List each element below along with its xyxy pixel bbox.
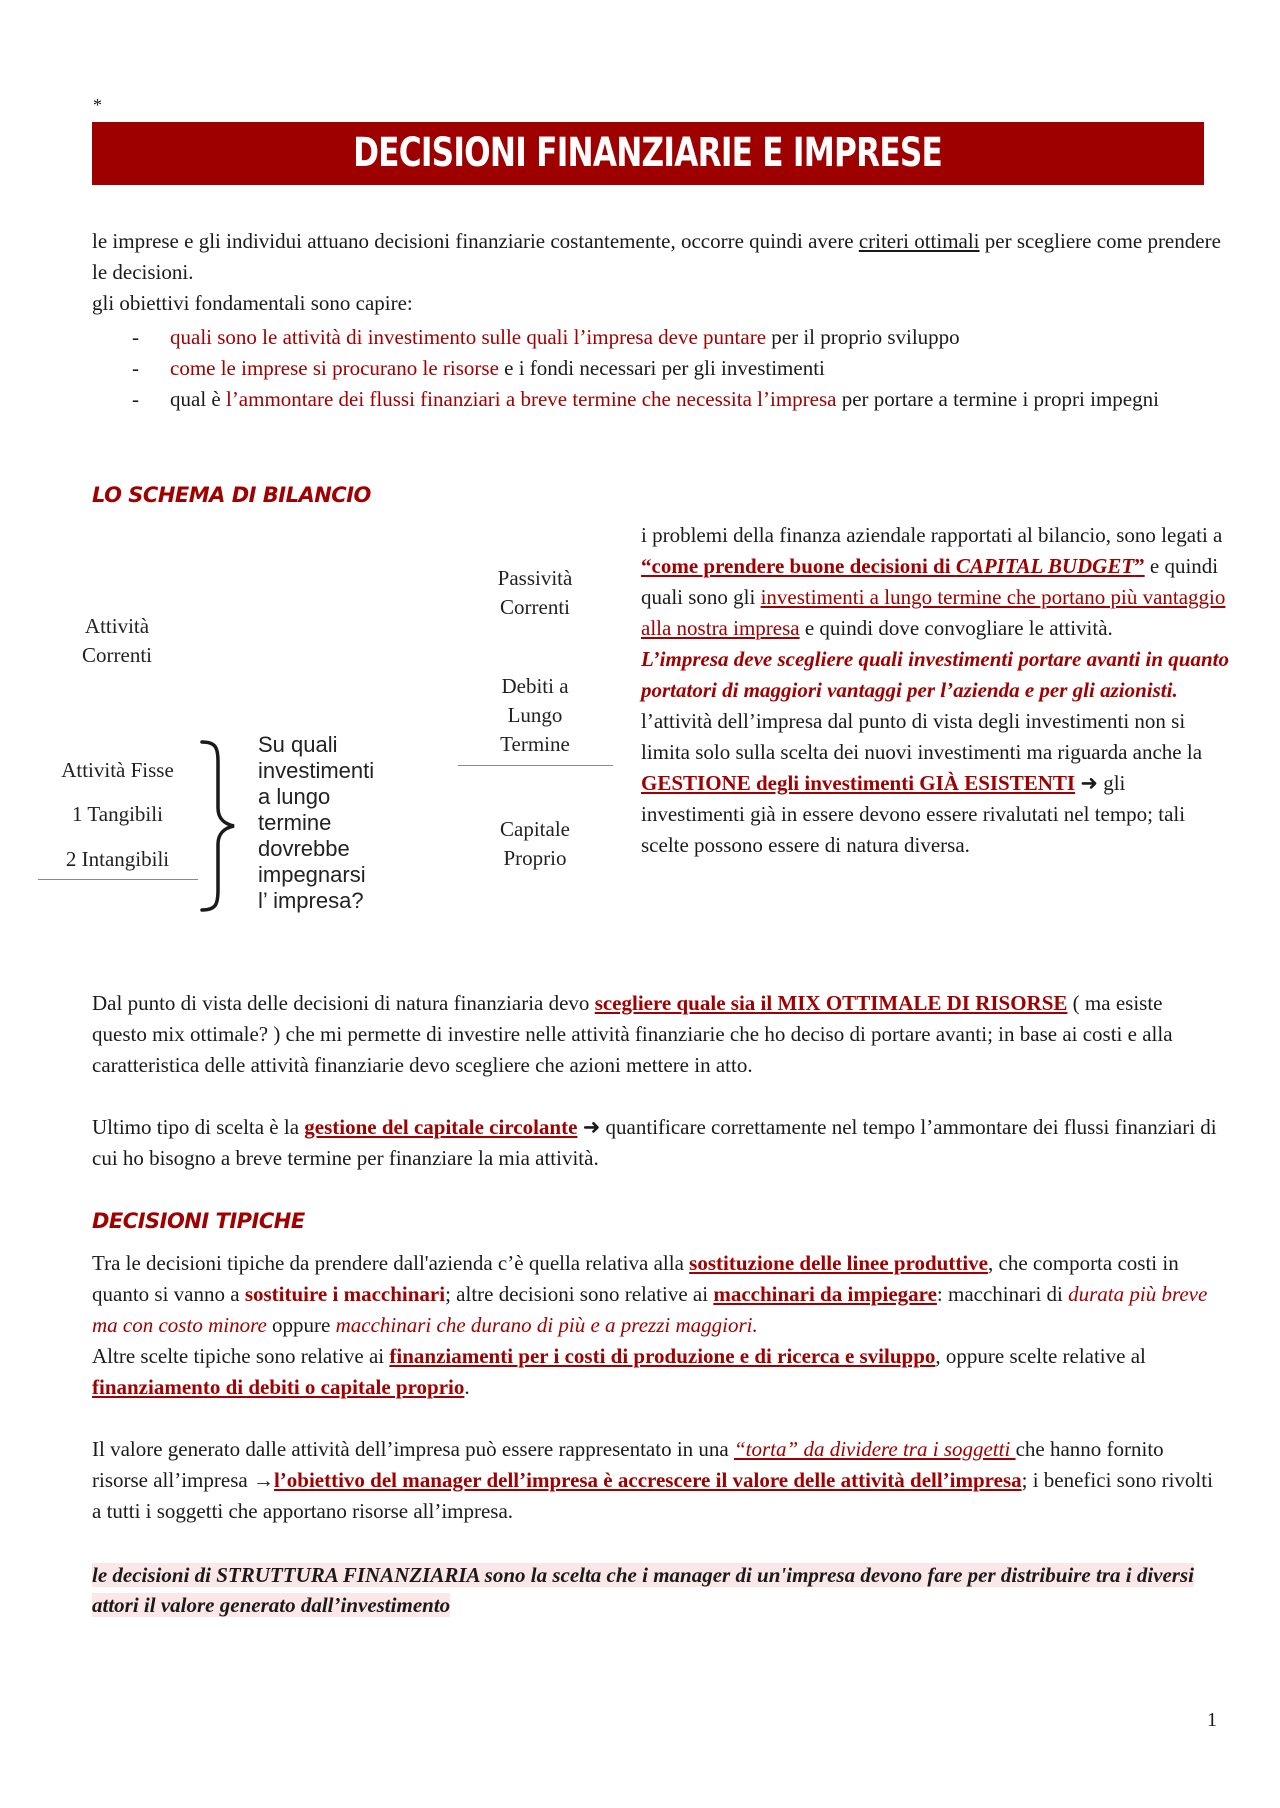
diagram-question: Su quali investimenti a lungo termine dovrebbe impegnarsi l’ impresa? bbox=[258, 732, 375, 913]
diagram-capitale-proprio: Capitale Proprio bbox=[500, 817, 570, 870]
curly-brace-icon bbox=[196, 738, 242, 914]
page-title: DECISIONI FINANZIARIE E IMPRESE bbox=[353, 130, 943, 176]
decisioni-tipiche-paragraph: Tra le decisioni tipiche da prendere dall'azienda c’è quella relativa alla sostituzione delle linee produttive, che comporta costi in quanto si vanno a sostituire i macchinari; altre decisioni sono relative ai macchinari da impiegare: macchinari di durata più breve ma con costo minore oppure macchinari che durano di più e a prezzi maggiori. Altre scelte tipiche sono relative ai finanziamenti per i costi di produzione e di ricerca e sviluppo, oppure scelte relative al finanziamento di debiti o capitale proprio. bbox=[92, 1251, 1208, 1399]
valore-paragraph: Il valore generato dalle attività dell’impresa può essere rappresentato in una “torta” da dividere tra i soggetti che hanno fornito risorse all’impresa →l’obiettivo del manager dell’impresa è accrescere il valore delle attività dell’impresa; i benefici sono rivolti a tutti i soggetti che apportano risorse all’impresa. bbox=[92, 1437, 1213, 1523]
section-heading-bilancio: LO SCHEMA DI BILANCIO bbox=[92, 483, 371, 507]
capitale-circolante-paragraph: Ultimo tipo di scelta è la gestione del capitale circolante ➜ quantificare correttamente nel tempo l’ammontare dei flussi finanziari di cui ho bisogno a breve termine per finanziare la mia attività. bbox=[92, 1115, 1217, 1170]
capital-budget-paragraph: i problemi della finanza aziendale rapportati al bilancio, sono legati a “come prendere buone decisioni di CAPITAL BUDGET” e quindi quali sono gli investimenti a lungo termine che portano più vantaggio alla nostra impresa e quindi dove convogliare le attività. L’impresa deve scegliere quali investimenti portare avanti in quanto portatori di maggiori vantaggi per l’azienda e per gli azionisti. l’attività dell’impresa dal punto di vista degli investimenti non si limita solo sulla scelta dei nuovi investimenti ma riguarda anche la GESTIONE degli investimenti GIÀ ESISTENTI ➜ gli investimenti già in essere devono essere rivalutati nel tempo; tali scelte possono essere di natura diversa. bbox=[641, 523, 1229, 857]
list-item: - quali sono le attività di investimento sulle quali l’impresa deve puntare per il proprio sviluppo bbox=[132, 325, 960, 349]
objectives-list bbox=[92, 322, 1222, 415]
highlight-statement: L’impresa deve scegliere quali investimenti portare avanti in quanto portatori di maggiori vantaggi per l’azienda e per gli azionisti. bbox=[641, 647, 1229, 702]
section-heading-decisioni-tipiche: DECISIONI TIPICHE bbox=[92, 1209, 305, 1233]
page-number: 1 bbox=[1207, 1709, 1217, 1731]
diagram-divider-right bbox=[458, 765, 613, 766]
title-banner bbox=[92, 122, 1204, 185]
diagram-intangibili: 2 Intangibili bbox=[65, 847, 170, 871]
list-item: - qual è l’ammontare dei flussi finanziari a breve termine che necessita l’impresa per portare a termine i propri impegni bbox=[132, 387, 1159, 411]
struttura-finanziaria-statement: le decisioni di STRUTTURA FINANZIARIA sono la scelta che i manager di un'impresa devono fare per distribuire tra i diversi attori il valore generato dall’investimento bbox=[92, 1563, 1194, 1617]
diagram-divider-left bbox=[38, 879, 198, 880]
diagram-tangibili: 1 Tangibili bbox=[72, 802, 163, 826]
list-item: - come le imprese si procurano le risorse e i fondi necessari per gli investimenti bbox=[132, 356, 825, 380]
criteri-ottimali: criteri ottimali bbox=[858, 229, 980, 253]
intro-paragraph: le imprese e gli individui attuano decisioni finanziarie costantemente, occorre quindi avere criteri ottimali per scegliere come prendere le decisioni. gli obiettivi fondamentali sono capire: bbox=[92, 229, 1221, 315]
diagram-debiti-lungo-termine: Debiti a Lungo Termine bbox=[500, 674, 570, 756]
diagram-passivita-correnti: Passività Correnti bbox=[497, 566, 573, 619]
diagram-attivita-fisse: Attività Fisse bbox=[61, 758, 174, 782]
asterisk-marker: * bbox=[93, 95, 102, 115]
diagram-attivita-correnti: Attività Correnti bbox=[82, 614, 152, 667]
mix-ottimale-paragraph: Dal punto di vista delle decisioni di natura finanziaria devo scegliere quale sia il MIX OTTIMALE DI RISORSE ( ma esiste questo mix ottimale? ) che mi permette di investire nelle attività finanziarie che ho deciso di portare avanti; in base ai costi e alla caratteristica delle attività finanziarie devo scegliere che azioni mettere in atto. bbox=[92, 991, 1173, 1077]
